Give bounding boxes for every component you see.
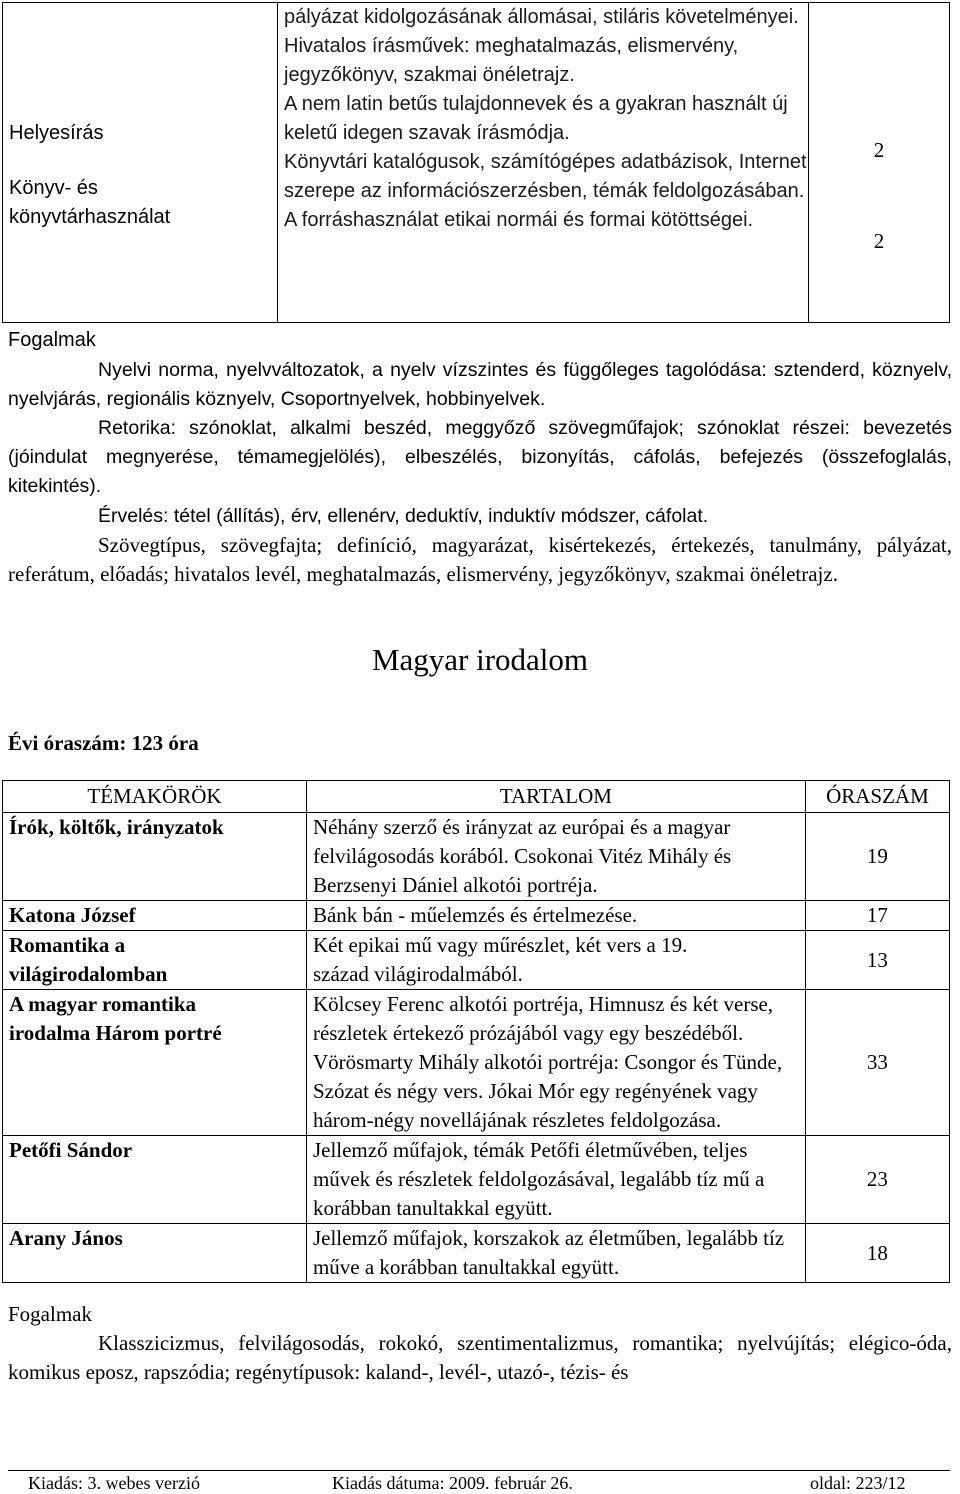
row-hours: 33 <box>805 990 949 1136</box>
annual-hours: Évi óraszám: 123 óra <box>8 731 199 755</box>
footer-page-number: oldal: 223/12 <box>810 1473 906 1493</box>
row-content: Néhány szerző és irányzat az európai és a magyar felvilágosodás korából. Csokonai Vitéz Mihály és Berzsenyi Dániel alkotói portréja. <box>306 813 805 901</box>
topics-cell <box>3 3 278 323</box>
row-hours: 13 <box>805 931 949 990</box>
content-line: Könyvtári katalógusok, számítógépes adatbázisok, Internet szerepe az információszerzésben, témák feldolgozásában. <box>284 151 807 202</box>
topic-helyesiras: Helyesírás <box>9 122 104 144</box>
row-hours: 17 <box>805 901 949 931</box>
header-topics: TÉMAKÖRÖK <box>3 781 307 813</box>
fogalmak-paragraph: Klasszicizmus, felvilágosodás, rokokó, szentimentalizmus, romantika; nyelvújítás; elégico-óda, komikus eposz, rapszódia; regénytípusok: kaland-, levél-, utazó-, tézis- és <box>8 1331 952 1384</box>
table-row <box>3 901 950 931</box>
row-topic: Írók, költők, irányzatok <box>3 813 307 901</box>
table-row <box>3 1224 950 1283</box>
fogalmak-paragraph: Nyelvi norma, nyelvváltozatok, a nyelv vízszintes és függőleges tagolódása: sztenderd, köznyelv, nyelvjárás, regionális köznyelv, Csoportnyelvek, hobbinyelvek. <box>8 359 952 410</box>
fogalmak-heading: Fogalmak <box>8 1302 92 1326</box>
row-topic: Arany János <box>3 1224 307 1283</box>
row-hours: 18 <box>805 1224 949 1283</box>
row-content: Jellemző műfajok, témák Petőfi életművében, teljes művek és részletek feldolgozásával, legalább tíz mű a korábban tanultakkal együtt. <box>306 1136 805 1224</box>
fogalmak-paragraph: Retorika: szónoklat, alkalmi beszéd, meggyőző szövegműfajok; szónoklat részei: bevezetés (jóindulat megnyerése, témamegjelölés), elbeszélés, bizonyítás, cáfolás, befejezés (összefoglalás, kitekintés). <box>8 417 952 497</box>
header-hours: ÓRASZÁM <box>805 781 949 813</box>
row-topic: Katona József <box>3 901 307 931</box>
hours-cell <box>809 3 950 323</box>
row-hours: 23 <box>805 1136 949 1224</box>
hours-value: 2 <box>873 138 885 162</box>
literature-topics-table <box>2 780 950 1283</box>
row-hours: 19 <box>805 813 949 901</box>
row-content: Két epikai mű vagy műrészlet, két vers a 19. század világirodalmából. <box>306 931 805 990</box>
content-line: A nem latin betűs tulajdonnevek és a gyakran használt új keletű idegen szavak írásmódja. <box>284 93 788 144</box>
footer-edition: Kiadás: 3. webes verzió <box>28 1473 200 1493</box>
footer-date: Kiadás dátuma: 2009. február 26. <box>332 1473 573 1493</box>
fogalmak-paragraph: Érvelés: tétel (állítás), érv, ellenérv, deduktív, induktív módszer, cáfolat. <box>98 505 709 527</box>
row-content: Kölcsey Ferenc alkotói portréja, Himnusz és két verse, részletek értekező prózájából vagy egy beszédéből. Vörösmarty Mihály alkotói portréja: Csongor és Tünde, Szózat és négy vers. Jókai Mór egy regényének vagy három-négy novellájának részletes feldolgozása. <box>306 990 805 1136</box>
table-row <box>3 813 950 901</box>
row-topic: A magyar romantika irodalma Három portré <box>3 990 307 1136</box>
footer-divider <box>8 1470 950 1471</box>
table-row <box>3 990 950 1136</box>
table-row <box>3 1136 950 1224</box>
fogalmak-heading: Fogalmak <box>8 329 96 351</box>
curriculum-table-continued <box>2 2 950 323</box>
row-topic: Romantika a világirodalomban <box>3 931 307 990</box>
table-header-row <box>3 781 950 813</box>
content-cell <box>278 3 809 323</box>
content-line: pályázat kidolgozásának állomásai, stiláris követelményei. <box>284 6 799 28</box>
row-topic: Petőfi Sándor <box>3 1136 307 1224</box>
table-row <box>3 931 950 990</box>
fogalmak-paragraph: Szövegtípus, szövegfajta; definíció, magyarázat, kisértekezés, értekezés, tanulmány, pályázat, referátum, előadás; hivatalos levél, meghatalmazás, elismervény, jegyzőkönyv, szakmai önéletrajz. <box>8 533 952 586</box>
topic-konyvtar: Könyv- és könyvtárhasználat <box>9 177 171 228</box>
content-line: A forráshasználat etikai normái és formai kötöttségei. <box>284 209 754 231</box>
section-title: Magyar irodalom <box>371 642 589 677</box>
content-line: Hivatalos írásművek: meghatalmazás, elismervény, jegyzőkönyv, szakmai önéletrajz. <box>284 35 739 86</box>
row-content: Bánk bán - műelemzés és értelmezése. <box>306 901 805 931</box>
header-content: TARTALOM <box>306 781 805 813</box>
row-content: Jellemző műfajok, korszakok az életműben, legalább tíz műve a korábban tanultakkal együtt. <box>306 1224 805 1283</box>
hours-value: 2 <box>873 229 885 253</box>
